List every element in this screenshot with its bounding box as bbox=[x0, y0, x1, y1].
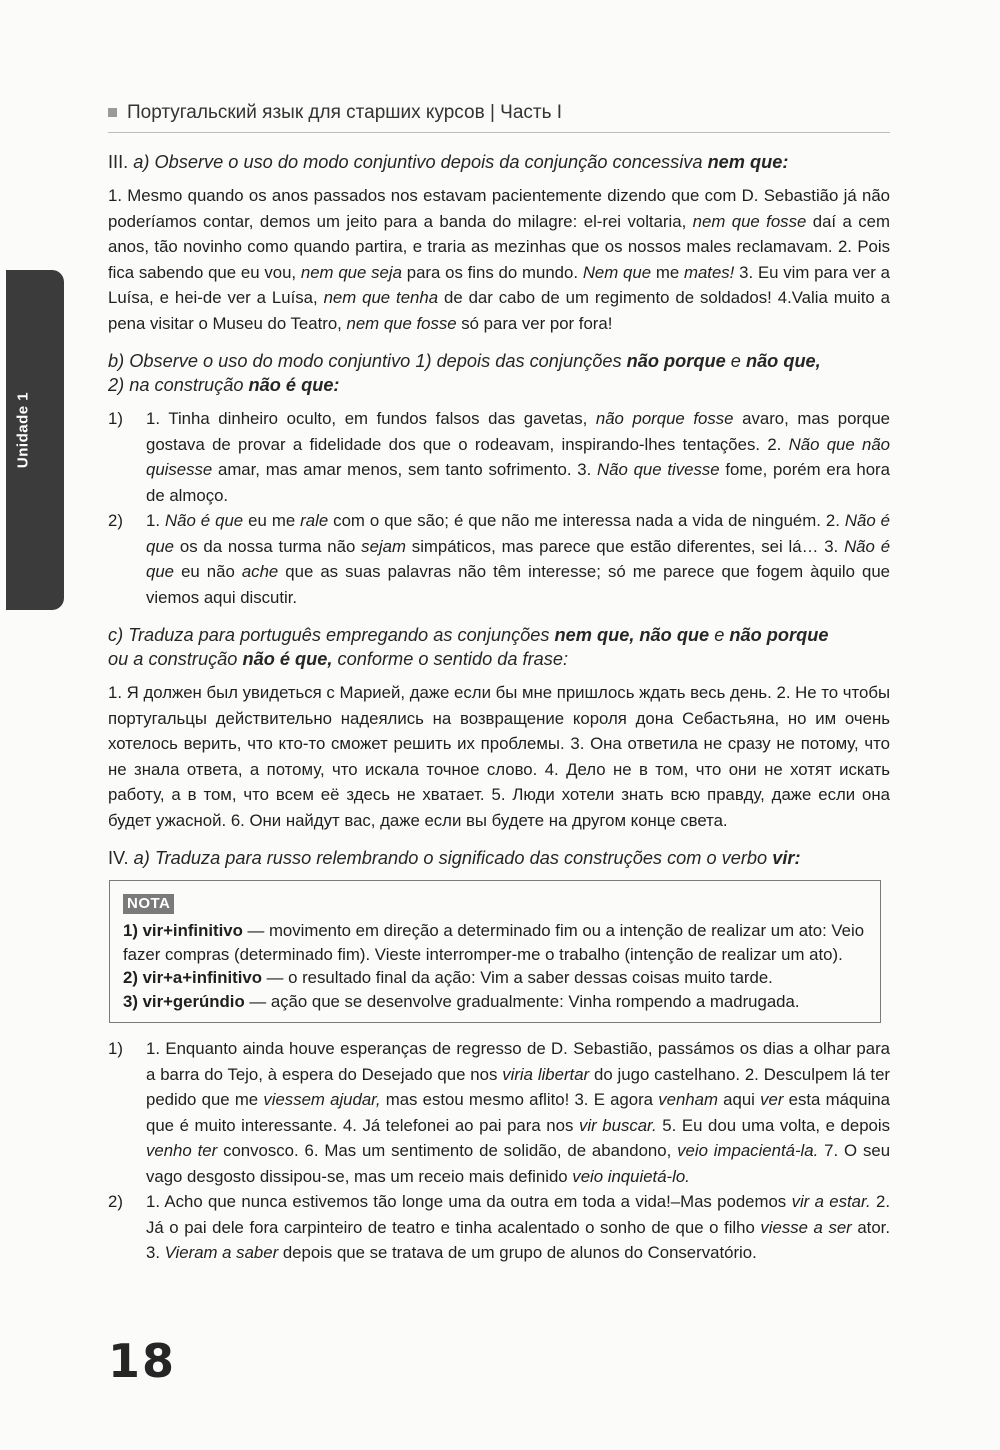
unit-side-tab-label: Unidade 1 bbox=[14, 391, 32, 469]
page-content bbox=[108, 150, 890, 1266]
list-item-text: 1. Enquanto ainda houve esperanças de regresso de D. Sebastião, passámos os dias a olhar para a barra do Tejo, à espera do Desejado que nos viria libertar do jugo castelhano. 2. Desculpem lá ter pedido que me viessem ajudar, mas estou mesmo aflito! 3. E agora venham aqui ver esta máquina que é muito interessante. 4. Já telefonei ao pai para nos vir buscar. 5. Eu dou uma volta, e depois venho ter convosco. 6. Mas um sentimento de solidão, de abandono, veio impacientá-la. 7. O seu vago desgosto dissipou-se, mas um receio mais definido veio inquietá-lo. bbox=[146, 1039, 891, 1186]
list-item-text: 1. Tinha dinheiro oculto, em fundos falsos das gavetas, não porque fosse avaro, mas porque gostava de provar a fidelidade dos que o rodeavam, inspirando-lhes tentações. 2. Não que não quisesse amar, mas amar menos, sem tanto sofrimento. 3. Não que tivesse fome, porém era hora de almoço. bbox=[146, 409, 891, 505]
note-row: 2) vir+a+infinitivo — o resultado final da ação: Vim a saber dessas coisas muito tarde. bbox=[123, 968, 773, 987]
task-III-a-text: 1. Mesmo quando os anos passados nos estavam pacientemente dizendo que com D. Sebastião já não poderíamos contar, demos um jeito para a banda do milagre: el-rei voltaria, nem que fosse daí a cem anos, tão novinho como quando partira, e traria as mezinhas que os nossos males reclamavam. 2. Pois fica sabendo que eu vou, nem que seja para os fins do mundo. Nem que me mates! 3. Eu vim para ver a Luísa, e hei-de ver a Luísa, nem que tenha de dar cabo de um regimento de soldados! 4.Valia muito a pena visitar o Museu do Teatro, nem que fosse só para ver por fora! bbox=[108, 186, 891, 333]
note-box bbox=[109, 880, 881, 1023]
task-IV-a-title: IV. a) Traduza para russo relembrando o significado das construções com o verbo vir: bbox=[108, 848, 801, 868]
task-title-bold: nem que: bbox=[707, 152, 789, 172]
task-title-text: a) Observe o uso do modo conjuntivo depois da conjunção concessiva bbox=[133, 152, 703, 172]
list-item bbox=[108, 406, 890, 508]
list-item bbox=[108, 1036, 890, 1189]
list-item-text: 1. Acho que nunca estivemos tão longe uma da outra em toda a vida!–Mas podemos vir a estar. 2. Já o pai dele fora carpinteiro de teatro e tinha acalentado o sonho de que o filho viesse a ser ator. 3. Vieram a saber depois que se tratava de um grupo de alunos do Conservatório. bbox=[146, 1192, 891, 1262]
list-item-number: 2) bbox=[108, 1192, 123, 1211]
list-item-text: 1. Não é que eu me rale com o que são; é que não me interessa nada a vida de ninguém. 2. Não é que os da nossa turma não sejam simpáticos, mas parece que estão diferentes, sei lá… 3. Não é que eu não ache que as suas palavras não têm interesse; só me parece que fogem àquilo que viemos aqui discutir. bbox=[146, 511, 891, 607]
list-item-number: 1) bbox=[108, 1039, 123, 1058]
header-bullet-icon bbox=[108, 108, 117, 117]
task-III-a-title bbox=[108, 150, 890, 174]
task-III-c-title: c) Traduza para português empregando as conjunções nem que, não que e não porque ou a construção não é que, conforme o sentido da frase: bbox=[108, 625, 829, 669]
note-row: 1) vir+infinitivo — movimento em direção a determinado fim ou a intenção de realizar um ato: Veio fazer compras (determinado fim). Vieste interromper-me o trabalho (intenção de realizar um ato). bbox=[123, 921, 865, 964]
running-header bbox=[108, 102, 890, 133]
list-item bbox=[108, 1189, 890, 1266]
note-badge: NOTA bbox=[123, 894, 174, 914]
header-title: Португальский язык для старших курсов | Часть I bbox=[127, 102, 563, 123]
list-item bbox=[108, 508, 890, 610]
section-numeral: IV. bbox=[108, 848, 129, 868]
list-item-number: 2) bbox=[108, 511, 123, 530]
note-row: 3) vir+gerúndio — ação que se desenvolve gradualmente: Vinha rompendo a madrugada. bbox=[123, 991, 800, 1011]
task-III-c-text: 1. Я должен был увидеться с Марией, даже если бы мне пришлось ждать весь день. 2. Не то чтобы португальцы действительно надеялись на возвращение короля дона Себастьяна, но им очень хотелось верить, что кто-то сможет решить их проблемы. 3. Она ответила не сразу не потому, что не знала ответа, а потому, что искала точное слово. 4. Дело не в том, что они не хотят искать работу, а в том, что всем её здесь не хватает. 5. Люди хотели знать всю правду, даже если она будет ужасной. 6. Они найдут вас, даже если вы будете на другом конце света. bbox=[108, 683, 891, 830]
section-numeral: III. bbox=[108, 152, 129, 172]
page-number: 18 bbox=[108, 1334, 177, 1388]
task-III-b-title: b) Observe o uso do modo conjuntivo 1) depois das conjunções não porque e não que, 2) na construção não é que: bbox=[108, 351, 821, 395]
list-item-number: 1) bbox=[108, 409, 123, 428]
